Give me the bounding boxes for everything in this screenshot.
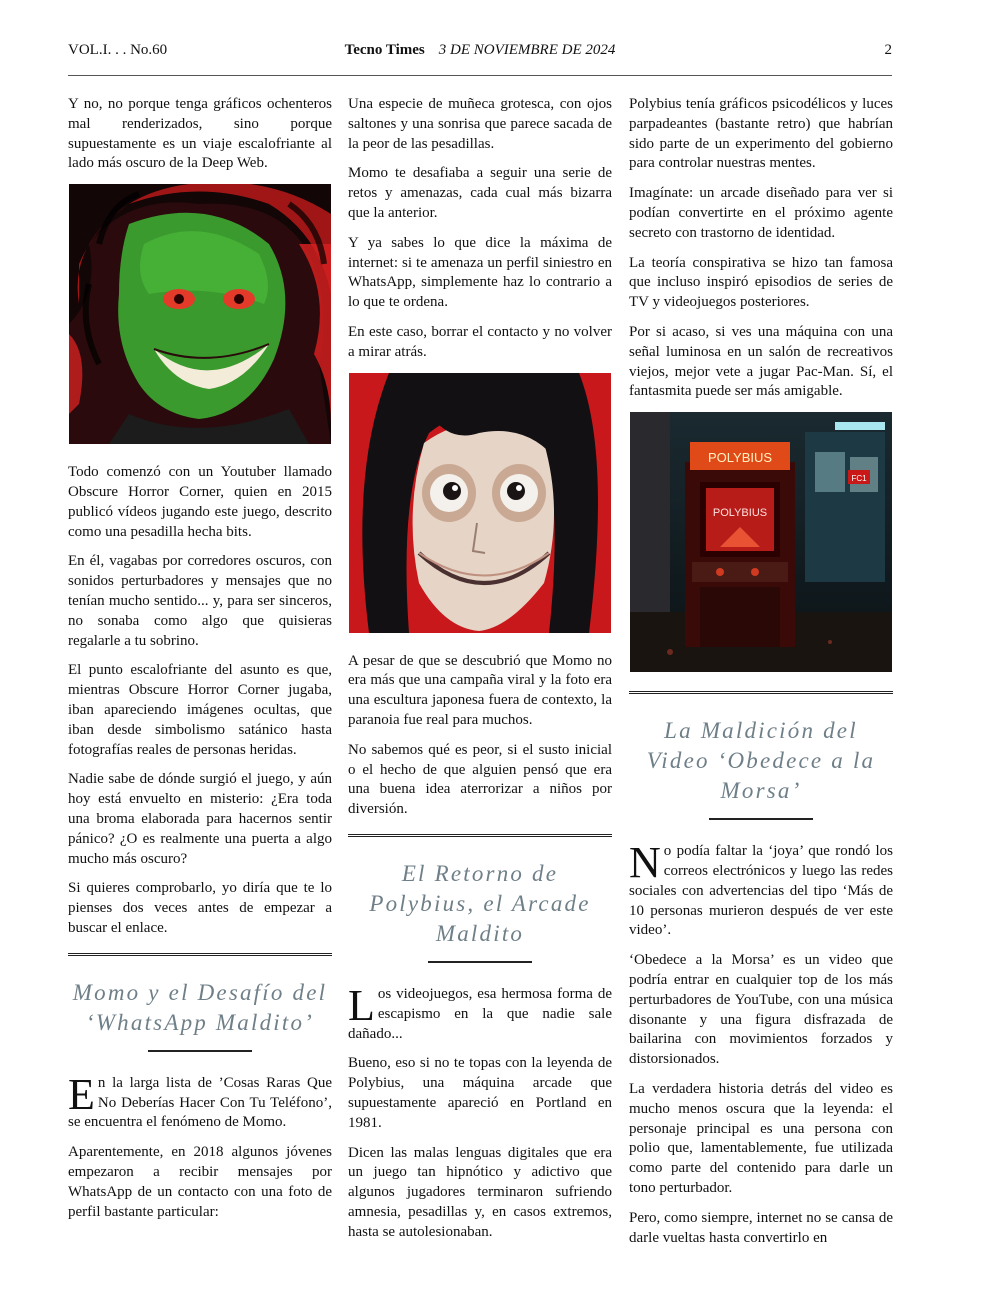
paragraph: Bueno, eso si no te topas con la leyenda de Polybius, una máquina arcade que supuestamente apareció en Portland en 1981. <box>348 1055 612 1131</box>
column-1 <box>68 95 332 1232</box>
arcade-sign-text: FC1 <box>851 474 867 484</box>
paragraph: Nadie sabe de dónde surgió el juego, y aún hoy está envuelto en misterio: ¿Era toda una broma elaborada para hacernos sentir pánico? ¿O es realmente una puerta a algo mucho más oscuro? <box>68 771 332 867</box>
paragraph: No sabemos qué es peor, si el susto inicial o el hecho de que alguien pensó que era una buena idea aterrorizar a niños por diversión. <box>348 741 612 818</box>
paragraph: Por si acaso, si ves una máquina con una señal luminosa en un salón de recreativos viejos, mejor vete a jugar Pac-Man. Sí, el fantasmita puede ser más amigable. <box>629 323 893 400</box>
paragraph: Pero, como siempre, internet no se cansa de darle vueltas hasta convertirlo en <box>629 1209 893 1246</box>
volume-number: VOL.I. . . No.60 <box>68 42 168 58</box>
title-underline <box>709 818 813 820</box>
section-divider <box>68 953 332 960</box>
paragraph: Todo comenzó con un Youtuber llamado Obscure Horror Corner, quien en 2015 publicó vídeos jugando este juego, descrito como una pesadilla hecha bits. <box>68 464 332 540</box>
paragraph: ‘Obedece a la Morsa’ es un video que podría entrar en cualquier top de los más perturbadores de YouTube, con una música disonante y una figura disfrazada de bailarina con movimientos forzados y distorsionados. <box>629 952 893 1068</box>
paragraph: Una especie de muñeca grotesca, con ojos saltones y una sonrisa que parece sacada de la peor de las pesadillas. <box>348 96 612 152</box>
drop-cap: E <box>68 1069 95 1119</box>
paragraph: A pesar de que se descubrió que Momo no era más que una campaña viral y la foto era una escultura japonesa fuera de contexto, la paranoia fue real para muchos. <box>348 652 612 728</box>
paragraph: Dicen las malas lenguas digitales que era un juego tan hipnótico y adictivo que algunos jugadores terminaron sufriendo amnesia, pesadillas y, en casos extremos, hasta se autolesionaban. <box>348 1144 612 1240</box>
issue-date: 3 DE NOVIEMBRE DE 2024 <box>438 42 616 58</box>
newspaper-name: Tecno Times <box>344 42 425 58</box>
title-underline <box>148 1050 252 1052</box>
paragraph: La teoría conspirativa se hizo tan famosa que incluso inspiró episodios de series de TV y videojuegos posteriores. <box>629 254 893 311</box>
arcade-screen-text: POLYBIUS <box>712 507 768 520</box>
paragraph: Polybius tenía gráficos psicodélicos y luces parpadeantes (bastante retro) que habrían sido parte de un experimento del gobierno para controlar nuestras mentes. <box>629 96 893 172</box>
paragraph: Imagínate: un arcade diseñado para ver si podían convertirte en el próximo agente secreto con trastorno de identidad. <box>629 185 893 241</box>
column-2 <box>348 95 612 1253</box>
paragraph: Y ya sabes lo que dice la máxima de internet: si te amenaza un perfil siniestro en WhatsApp, simplemente haz lo contrario a lo que te ordena. <box>348 234 612 311</box>
paragraph: Y no, no porque tenga gráficos ochenteros mal renderizados, sino porque supuestamente es un viaje escalofriante al lado más oscuro de la Deep Web. <box>68 96 332 172</box>
arcade-illustration <box>630 412 892 672</box>
page-number: 2 <box>884 42 892 58</box>
drop-cap: N <box>629 838 661 888</box>
header-rule <box>68 75 892 76</box>
section-title: La Maldición del Video ‘Obedece a la Morsa’ <box>646 718 876 804</box>
page-header <box>68 42 892 64</box>
masthead <box>68 42 892 59</box>
paragraph: En él, vagabas por corredores oscuros, con sonidos perturbadores y mensajes que no tenían mucho sentido... y, para ser sinceros, no sonaba como algo que quisieras regalarle a tu sobrino. <box>68 553 332 649</box>
paragraph: No podía faltar la ‘joya’ que rondó los correos electrónicos y luego las redes sociales con advertencias del tipo ‘Más de 10 personas murieron después de ver este video’. <box>629 838 893 939</box>
paragraph: La verdadera historia detrás del video es mucho menos oscura que la leyenda: el personaje principal es una persona con polio que, lamentablemente, fue utilizada como parte del contenido para darle un tono perturbador. <box>629 1080 893 1196</box>
green-face-illustration <box>69 184 331 444</box>
paragraph: Si quieres comprobarlo, yo diría que te lo pienses dos veces antes de empezar a buscar el enlace. <box>68 880 332 936</box>
section-divider <box>348 834 612 841</box>
section-title: Momo y el Desafío del ‘WhatsApp Maldito’ <box>72 979 328 1035</box>
section-divider <box>629 691 893 698</box>
arcade-marquee: POLYBIUS <box>707 450 773 466</box>
paragraph: Aparentemente, en 2018 algunos jóvenes empezaron a recibir mensajes por WhatsApp de un contacto con una foto de perfil bastante particular: <box>68 1144 332 1220</box>
paragraph: El punto escalofriante del asunto es que, mientras Obscure Horror Corner jugaba, iban apareciendo imágenes ocultas, que iban desde simbolismo satánico hasta fotografías reales de personas heridas. <box>68 662 332 758</box>
paragraph: En este caso, borrar el contacto y no volver a mirar atrás. <box>348 323 612 360</box>
title-underline <box>428 961 532 963</box>
section-title: El Retorno de Polybius, el Arcade Maldito <box>369 860 591 946</box>
paragraph: En la larga lista de ’Cosas Raras Que No Deberías Hacer Con Tu Teléfono’, se encuentra el fenómeno de Momo. <box>68 1069 332 1131</box>
column-3 <box>629 95 893 1258</box>
drop-cap: L <box>348 980 375 1030</box>
paragraph: Momo te desafiaba a seguir una serie de retos y amenazas, cada cual más bizarra que la anterior. <box>348 165 612 221</box>
momo-illustration <box>349 373 611 633</box>
paragraph: Los videojuegos, esa hermosa forma de escapismo en la que nadie sale dañado... <box>348 980 612 1042</box>
